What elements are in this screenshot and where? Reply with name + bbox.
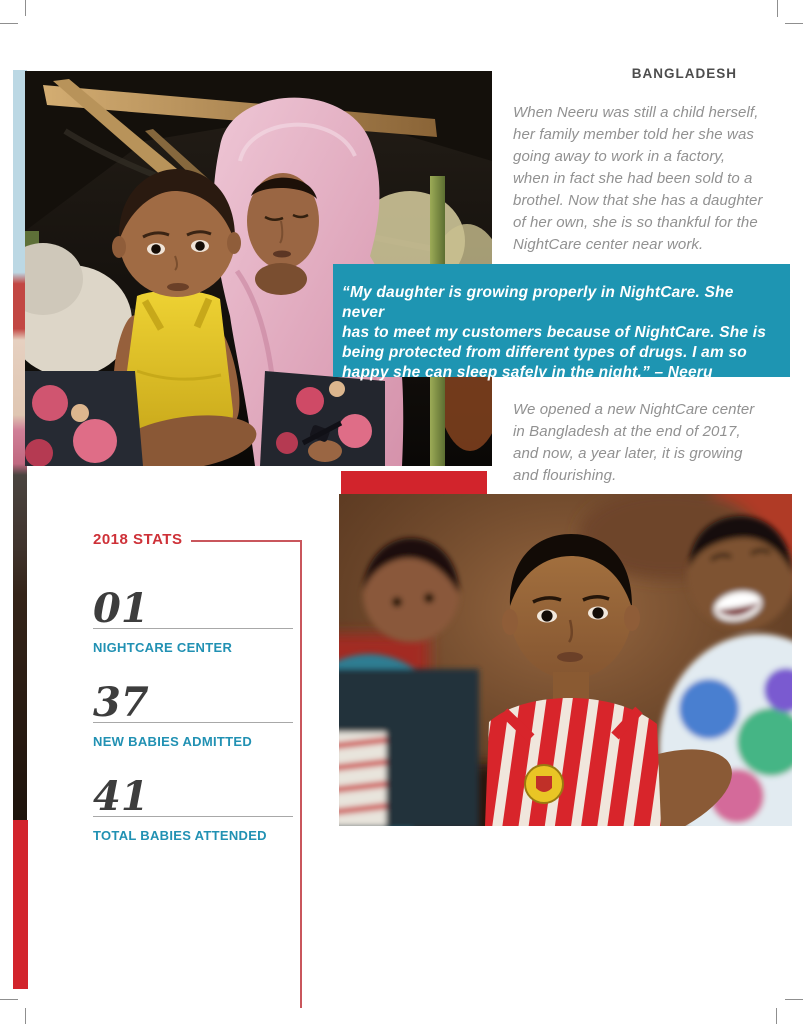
stats-rule-vertical xyxy=(300,540,302,1008)
crop-mark-bottom-right-vertical xyxy=(776,1008,777,1024)
stat-nightcare-centers xyxy=(93,585,293,655)
crop-mark-top-left-vertical xyxy=(25,0,26,16)
country-label: BANGLADESH xyxy=(631,66,737,81)
crop-mark-top-right-vertical xyxy=(777,0,778,17)
left-bleed-red-bar xyxy=(13,820,28,989)
stat-label: NEW BABIES ADMITTED xyxy=(93,734,253,749)
followup-paragraph: We opened a new NightCare center in Bangladesh at the end of 2017, and now, a year later, it is growing and flourishing. xyxy=(513,401,755,484)
quote-text: “My daughter is growing properly in NightCare. She never has to meet my customers because of NightCare. She is being protected from different types of drugs. I am so happy she can sleep safely in the night.” – Neeru xyxy=(342,284,767,381)
crop-mark-bottom-right-horizontal xyxy=(785,999,803,1000)
children-photo-art xyxy=(339,494,792,826)
stat-label: TOTAL BABIES ATTENDED xyxy=(93,828,267,843)
stat-value: 01 xyxy=(93,592,293,629)
stat-value: 41 xyxy=(93,780,293,817)
children-photo xyxy=(339,494,792,826)
stats-heading: 2018 STATS xyxy=(93,531,183,548)
stat-new-babies xyxy=(93,679,293,749)
intro-paragraph: When Neeru was still a child herself, her family member told her she was going away to work in a factory, when in fact she had been sold to a brothel. Now that she has a daughter of her own, she is so thankful for the NightCare center near work. xyxy=(513,104,763,253)
stat-value: 37 xyxy=(93,686,293,723)
stats-section xyxy=(93,585,293,874)
crop-mark-bottom-left-horizontal xyxy=(0,999,18,1000)
quote-box xyxy=(333,264,790,381)
stats-rule-horizontal xyxy=(191,540,301,542)
crop-mark-top-right-horizontal xyxy=(785,23,803,24)
crop-mark-top-left-horizontal xyxy=(0,23,18,24)
stat-total-babies xyxy=(93,773,293,843)
crop-mark-bottom-left-vertical xyxy=(25,1008,26,1024)
stat-label: NIGHTCARE CENTER xyxy=(93,640,233,655)
